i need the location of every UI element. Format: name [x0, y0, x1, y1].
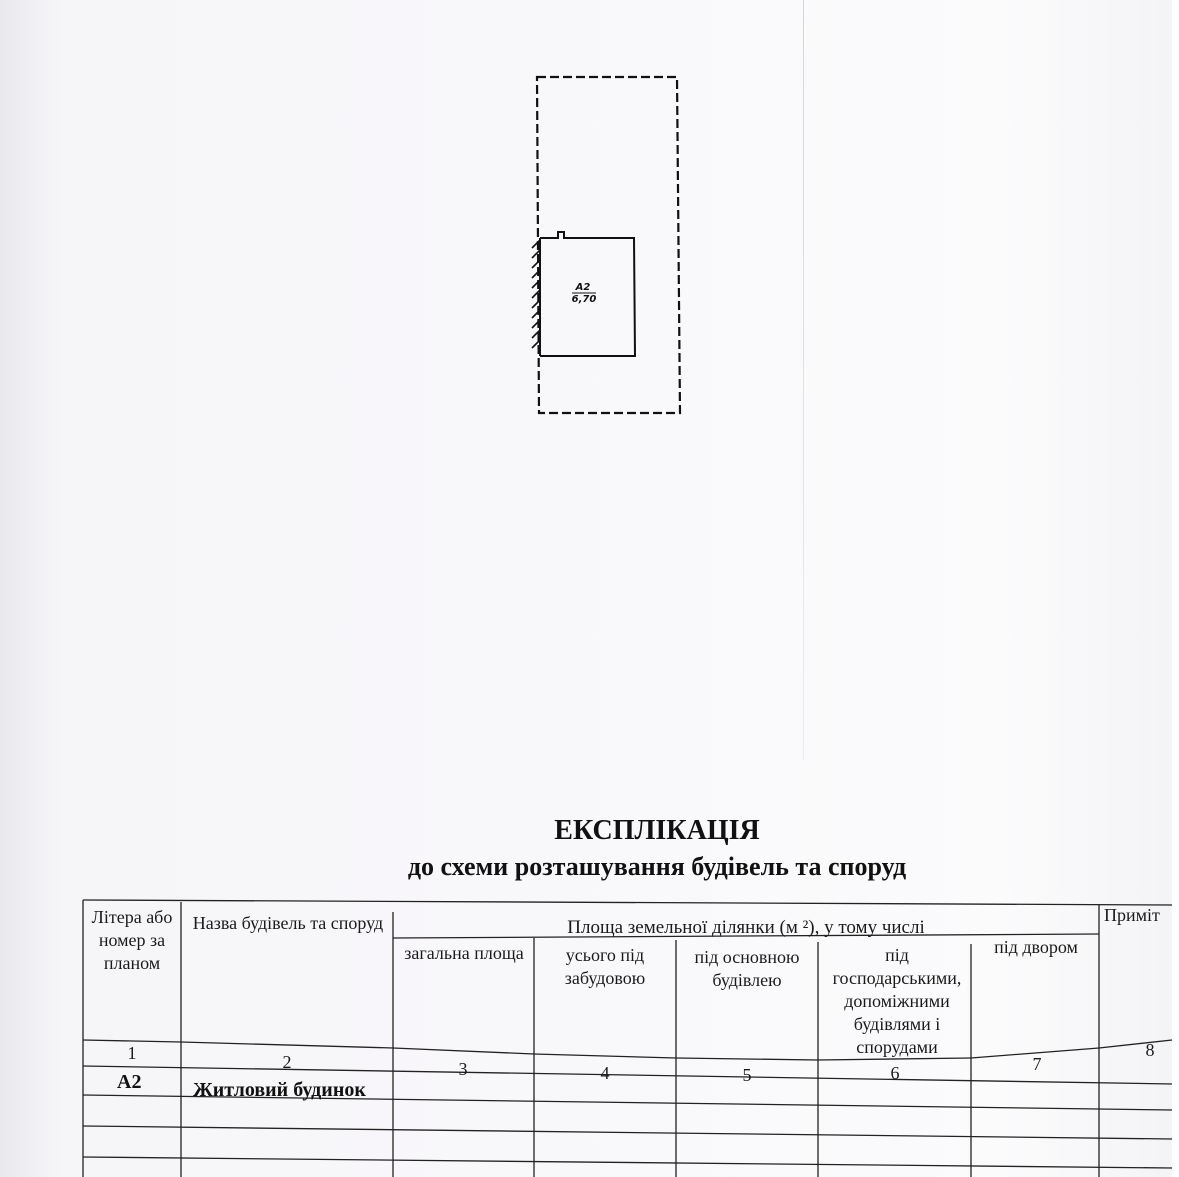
- building-area-label: 6,70: [571, 294, 597, 305]
- column-number-5: 5: [742, 1065, 752, 1085]
- column-number-3: 3: [458, 1059, 468, 1079]
- header-total-area: загальна площа: [404, 943, 524, 963]
- header-outbuildings: під господарськими, допоміжними будівлями і спорудами: [832, 945, 962, 1057]
- building-letter-label: А2: [575, 282, 591, 293]
- page-subtitle: до схеми розташування будівель та споруд: [407, 852, 907, 881]
- header-yard: під двором: [994, 937, 1078, 957]
- row-1-name: Житловий будинок: [193, 1079, 366, 1101]
- column-number-8: 8: [1145, 1040, 1155, 1060]
- column-number-1: 1: [127, 1043, 137, 1063]
- column-number-2: 2: [282, 1052, 292, 1072]
- page-title: ЕКСПЛІКАЦІЯ: [554, 815, 760, 846]
- row-1-letter: А2: [117, 1071, 142, 1093]
- header-notes: Приміт: [1104, 905, 1160, 925]
- header-area-group: Площа земельної ділянки (м ²), у тому числі: [567, 917, 925, 938]
- column-number-7: 7: [1032, 1054, 1042, 1074]
- header-name: Назва будівель та споруд: [192, 913, 384, 933]
- column-number-6: 6: [890, 1063, 900, 1083]
- column-number-4: 4: [600, 1063, 610, 1083]
- header-main-building: під основною будівлею: [694, 947, 800, 990]
- header-built-total: усього під забудовою: [564, 945, 646, 988]
- header-letter: Літера або номер за планом: [91, 907, 173, 973]
